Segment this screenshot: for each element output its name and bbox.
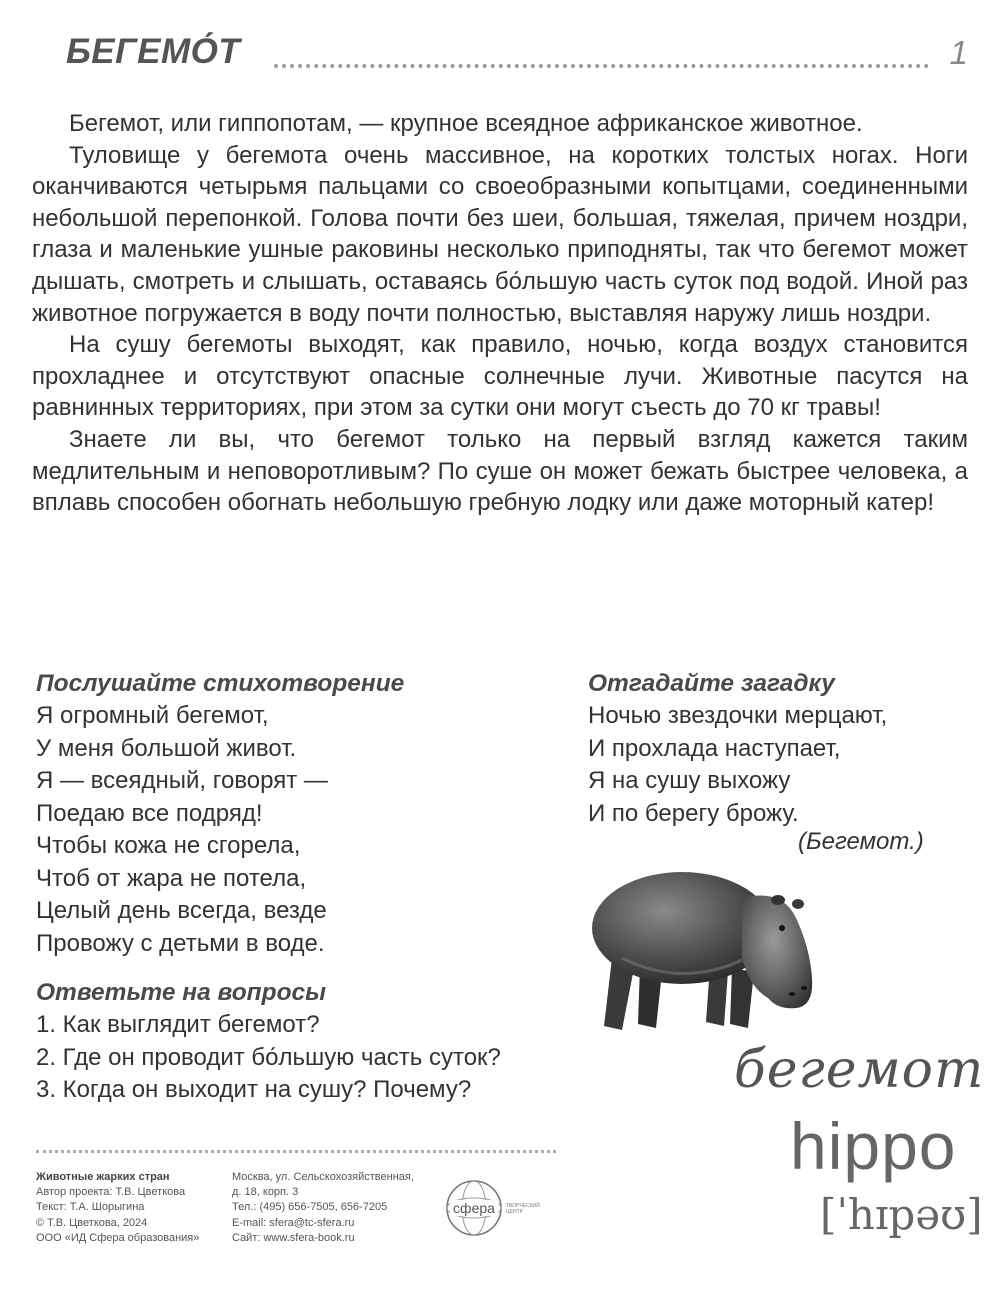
english-word: hippo bbox=[790, 1109, 957, 1183]
phone: Тел.: (495) 656-7505, 656-7205 bbox=[232, 1201, 388, 1214]
svg-text:ЦЕНТР: ЦЕНТР bbox=[506, 1209, 524, 1215]
address-line: д. 18, корп. 3 bbox=[232, 1186, 299, 1199]
poem-line: Я — всеядный, говорят — bbox=[36, 767, 328, 794]
riddle-line: Ночью звездочки мерцают, bbox=[588, 702, 888, 729]
poem-line: Чтобы кожа не сгорела, bbox=[36, 832, 301, 859]
article-paragraph: Бегемот, или гиппопотам, — крупное всеядное африканское животное. bbox=[69, 110, 863, 137]
series-title: Животные жарких стран bbox=[36, 1171, 170, 1183]
address-line: Москва, ул. Сельскохозяйственная, bbox=[232, 1171, 414, 1183]
question-item: 3. Когда он выходит на сушу? Почему? bbox=[36, 1076, 472, 1103]
page-number: 1 bbox=[949, 34, 968, 71]
poem-line: Чтоб от жара не потела, bbox=[36, 864, 307, 892]
article-paragraph: На сушу бегемоты выходят, как правило, ночью, когда воздух становится прохладнее и отсутствуют опасные солнечные лучи. Животные пасутся на равнинных территориях, при этом за сутки они могут съесть до 70 кг травы! bbox=[32, 331, 968, 422]
riddle-heading: Отгадайте загадку bbox=[588, 670, 835, 697]
riddle-answer: (Бегемот.) bbox=[798, 828, 924, 855]
sfera-logo bbox=[444, 1178, 574, 1238]
footer-divider bbox=[36, 1150, 556, 1153]
poem-line: Я огромный бегемот, bbox=[36, 702, 269, 729]
riddle-line: И прохлада наступает, bbox=[588, 734, 841, 762]
hippo-illustration bbox=[582, 848, 834, 1036]
question-item: 2. Где он проводит бо́льшую часть суток? bbox=[36, 1043, 501, 1071]
title-leader-dots bbox=[274, 64, 929, 68]
riddle-line: И по берегу брожу. bbox=[588, 799, 799, 827]
poem-section bbox=[36, 668, 576, 960]
project-author: Автор проекта: Т.В. Цветкова bbox=[36, 1186, 186, 1199]
article-body bbox=[32, 108, 968, 519]
email: E-mail: sfera@tc-sfera.ru bbox=[232, 1216, 355, 1229]
copyright: © Т.В. Цветкова, 2024 bbox=[36, 1216, 148, 1229]
riddle-line: Я на сушу выхожу bbox=[588, 767, 791, 794]
poem-line: У меня большой живот. bbox=[36, 734, 297, 762]
article-paragraph: Знаете ли вы, что бегемот только на первый взгляд кажется таким медлительным и неповоротливым? По суше он может бежать быстрее человека, а вплавь способен обогнать небольшую гребную лодку или даже моторный катер! bbox=[32, 425, 968, 517]
poem-line: Целый день всегда, везде bbox=[36, 897, 327, 924]
publisher: ООО «ИД Сфера образования» bbox=[36, 1231, 200, 1244]
phonetic-transcription: [ˈhɪpəʊ] bbox=[820, 1190, 983, 1239]
poem-line: Поедаю все подряд! bbox=[36, 799, 263, 827]
website: Сайт: www.sfera-book.ru bbox=[232, 1231, 355, 1244]
article-paragraph: Туловище у бегемота очень массивное, на коротких толстых ногах. Ноги оканчиваются четырьмя пальцами со своеобразными копытцами, соединенными небольшой перепонкой. Голова почти без шеи, большая, тяжелая, причем ноздри, глаза и маленькие ушные раковины несколько приподняты, так что бегемот может дышать, смотреть и слышать, оставаясь бо́льшую часть суток под водой. Иной раз животное погружается в воду почти полностью, выставляя наружу лишь ноздри. bbox=[32, 141, 968, 327]
svg-text:сфера: сфера bbox=[453, 1200, 495, 1216]
page-title: БЕГЕМО́Т bbox=[66, 32, 241, 71]
question-item: 1. Как выглядит бегемот? bbox=[36, 1011, 320, 1038]
russian-cursive-word: бегемот bbox=[734, 1040, 985, 1100]
footer-credits bbox=[36, 1170, 226, 1246]
poem-line: Провожу с детьми в воде. bbox=[36, 929, 325, 957]
footer-contacts bbox=[232, 1170, 442, 1246]
svg-text:ТВОРЧЕСКИЙ: ТВОРЧЕСКИЙ bbox=[506, 1203, 540, 1209]
text-author: Текст: Т.А. Шорыгина bbox=[36, 1201, 145, 1214]
questions-section bbox=[36, 977, 596, 1107]
riddle-section bbox=[588, 668, 968, 830]
questions-heading: Ответьте на вопросы bbox=[36, 979, 327, 1006]
poem-heading: Послушайте стихотворение bbox=[36, 670, 405, 697]
